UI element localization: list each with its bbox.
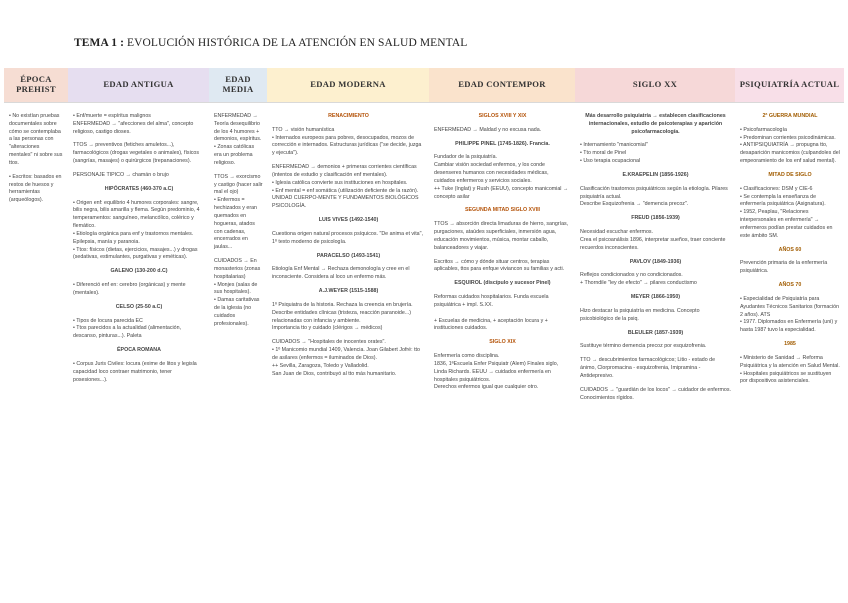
- paragraph: Sustituye término demencia precoz por esquizofrenia.: [580, 343, 707, 350]
- paragraph: ENFERMEDAD → Teoría desequilibrio de los 4 humores + demonios, espíritus. • Zonas católicas era un problema religioso.: [214, 113, 262, 166]
- section-heading: 1985: [784, 341, 796, 348]
- title-prefix: TEMA 1 :: [74, 37, 124, 49]
- header-contemporanea: EDAD CONTEMPOR: [429, 68, 575, 103]
- column-psiquiatria-actual: [735, 103, 844, 603]
- column-contemporanea: [429, 103, 575, 603]
- paragraph: Reflejos condicionados y no condicionados. + Thorndile "ley de efecto" → pilares conductismo: [580, 272, 697, 287]
- paragraph: Hizo destacar la psiquiatría en medicina. Concepto psicobiológico de la psiq.: [580, 307, 700, 322]
- section-heading: PAVLOV (1849-1936): [629, 258, 682, 265]
- section-heading: SEGUNDA MITAD SIGLO XVIII: [464, 207, 541, 214]
- paragraph: • Diferenció enf en: cerebro (orgánicas) y mente (mentales).: [73, 282, 186, 296]
- paragraph: TTO → visión humanística • Internados europeos para pobres, desocupados, mozos de corrección e internados. Estructuras jurídicas ("se decide, juzga y ejecuta").: [272, 126, 422, 157]
- paragraph: Fundador de la psiquiatría. Cambiar visión sociedad enfermos, y los conde desenseres humanos con necesidades médicas, cuidados enfermeros y servicios sociales. ++ Tuke (Inglat) y Rush (EEUU), concepto manicomial → concepto asilar: [434, 154, 569, 200]
- paragraph: Clasificación trastornos psiquiátricos según la etiología. Pilares psiquiatría actual. Describe Esquizofrenia → "demencia precoz".: [580, 185, 728, 208]
- section-heading: PARACELSO (1493-1541): [316, 252, 381, 259]
- title-text: EVOLUCIÓN HISTÓRICA DE LA ATENCIÓN EN SALUD MENTAL: [124, 37, 468, 49]
- section-heading: RENACIMIENTO: [328, 113, 369, 119]
- paragraph: Etiología Enf Mental → Rechaza demonología y cree en el inconsciente. Considera al loco un enfermo más.: [272, 266, 410, 281]
- section-heading: BLEULER (1857-1939): [627, 329, 684, 336]
- column-moderna: [267, 103, 429, 603]
- section-heading: AÑOS 60: [778, 246, 802, 253]
- section-heading: HIPÓCRATES (460-370 a.C): [104, 185, 174, 192]
- section-heading: MEYER (1866-1950): [630, 294, 681, 301]
- paragraph: • Escritos: basados en restos de huesos y herramientas (arqueólogos).: [9, 173, 62, 204]
- paragraph: CUIDADOS → "Hospitales de inocentes orates". • 1º Manicomio mundial 1409, Valencia. Joan Gilabert Jofré: tto de asilares (enfermos = iluminados de Dios). ++ Sevilla, Zaragoza, Toledo y Valladolid. San Juan de Dios, contribuyó al tto más humanitario.: [272, 339, 420, 377]
- paragraph: TTOS → preventivos (fetiches amuletos...), farmacológicos (drogas vegetales o animales), físicos (sangrías, masajes) o quirúrgicos (trepanaciones).: [73, 142, 200, 165]
- paragraph: Reformas cuidados hospitalarios. Funda escuela psiquiátrica + impl. S.XX. + Escuelas de medicina, + aceptación locura y + instituciones cuidados.: [434, 294, 549, 332]
- paragraph: Necesidad escuchar enfermos. Crea el psicoanálisis 1896, interpretar sueños, traer conciente recuerdos inconscientes.: [580, 229, 726, 251]
- header-media: EDAD MEDIA: [209, 68, 267, 103]
- section-heading: GALENO (130-200 d.C): [110, 268, 168, 275]
- paragraph: ENFERMEDAD → demonios + primeras corrientes científicas (intentos de estudio y clasificación enf mentales). • Iglesia católica convierte sus instituciones en hospitales. • Enf mental = enf somática (utilización deficiente de la razón). UNIDAD CUERPO-MENTE Y FUNDAMENTOS BIOLÓGICOS PSICOLOGÍA.: [272, 164, 419, 210]
- section-heading: CELSO (25-50 a.C): [115, 303, 163, 310]
- paragraph: • Especialidad de Psiquiatría para Ayudantes Técnicos Sanitarios (formación 2 años). ATS • 1977. Diplomados en Enfermería (uni) y hasta 1987 tuvo la especialidad.: [740, 295, 840, 334]
- header-moderna: EDAD MODERNA: [267, 68, 429, 103]
- header-siglo-xx: SIGLO XX: [575, 68, 735, 103]
- paragraph: • Internamiento "manicomial" • Tto moral de Pinel • Uso terapia ocupacional: [580, 142, 648, 165]
- timeline-table: [4, 68, 844, 603]
- section-heading: Más desarrollo psiquiatría → establecen clasificaciones internacionales, estudio de psicoterapias y aparición psicofarmacología.: [585, 113, 726, 135]
- section-heading: 2ª GUERRA MUNDIAL: [762, 113, 818, 119]
- paragraph: • Corpus Juris Civiles: locura (exime de litos y legisla capacidad loco contraer matrimonio, tener posesiones...).: [73, 360, 197, 383]
- paragraph: TTOS → exorcismo y castigo (hacer salir mal el ojo) • Enfermos = hechizados y eran quemados en hogueras, atados con cadenas, encerrados en jaulas...: [214, 173, 263, 251]
- paragraph: ENFERMEDAD → Maldad y no excusa nada.: [434, 126, 542, 133]
- section-heading: A.J.WEYER (1515-1588): [318, 288, 379, 295]
- section-heading: PHILIPPE PINEL (1745-1826). Francia.: [455, 140, 550, 147]
- column-media: [209, 103, 267, 603]
- section-heading: SIGLO XIX: [489, 339, 516, 346]
- section-heading: SIGLOS XVIII Y XIX: [478, 113, 527, 119]
- paragraph: • Clasificaciones: DSM y CIE-6 • Se contempla la enseñanza de enfermería psiquiátrica (Asignatura). • 1952, Peaplau, "Relaciones interpersonales en enfermería" → enfermeros podían prestar cuidados en este ámbito SM.: [740, 185, 833, 239]
- column-siglo-xx: [575, 103, 735, 603]
- column-prehist: [4, 103, 68, 603]
- paragraph: • Ministerio de Sanidad → Reforma Psiquiátrica y la atención en Salud Mental. • Hospitales psiquiátricos se sustituyen por dispositivos asistenciales.: [740, 354, 840, 385]
- section-heading: FREUD (1856-1939): [631, 215, 680, 222]
- paragraph: CUIDADOS → "guardián de los locos" → cuidador de enfermos. Conocimientos rígidos.: [580, 386, 731, 401]
- section-heading: MITAD DE SIGLO: [768, 171, 812, 178]
- section-heading: AÑOS 70: [778, 282, 802, 289]
- paragraph: TTO → descubrimientos farmacológicos; Litio - estado de ánimo, Clorpromacina - esquizofrenia, Imipramina - Antidepresivo.: [580, 357, 716, 379]
- header-psiquiatria-actual: PSIQUIATRÍA ACTUAL: [735, 68, 844, 103]
- paragraph: • Psicofarmacología • Predominan corrientes psicodinámicas. • ANTIPSIQUIATRÍA → propugna tto, desaparición manicomios (culpandoles del empeoramiento de los enf salud mental).: [740, 126, 840, 165]
- column-antigua: [68, 103, 209, 603]
- paragraph: CUIDADOS → En monasterios (zonas hospitalarias) • Monjes (salas de sus hospitales). • Damas caritativas de la iglesia (no cuidados profesionales).: [214, 258, 261, 327]
- paragraph: 1º Psiquiatra de la historia. Rechaza la creencia en brujería. Describe entidades clínicas (tristeza, reacción paranoide...) relacionadas con infancia y ambiente. Importancia tto y cuidado (clérigos → médicos): [272, 301, 413, 332]
- section-heading: LUIS VIVES (1492-1540): [318, 217, 379, 224]
- header-prehist: ÉPOCA PREHIST: [4, 68, 68, 103]
- paragraph: TTOS → absorción directa limaduras de hierro, sangrías, purgaciones, ataúdes superficiales, inmersión agua, educación movimientos, música, montar caballo, balanceadores y viajar.: [434, 221, 569, 251]
- page-title: [74, 37, 467, 49]
- paragraph: PERSONAJE TIPICO → chamán o brujo: [73, 171, 169, 178]
- header-antigua: EDAD ANTIGUA: [68, 68, 209, 103]
- paragraph: • Enf/muerte = espíritus malignos ENFERMEDAD → "afecciones del alma", concepto religioso, castigo dioses.: [73, 113, 194, 135]
- section-heading: ESQUIROL (discípulo y sucesor Pinel): [454, 280, 551, 287]
- paragraph: Escritos → cómo y dónde situar centros, terapias aplicables, ttos para enfque viviancon su familias y acti.: [434, 258, 565, 273]
- paragraph: Prevención primaria de la enfermería psiquiátrica.: [740, 260, 828, 275]
- section-heading: E.KRAEPELIN (1856-1926): [622, 171, 689, 178]
- paragraph: Enfermería como disciplina. 1836, 1ªEscuela Enfer Psiquiatr (Alem) Finales siglo, Linda Richards. EEUU → cuidados enfermería en hospitales psiquiátricos. Derechos enfermos igual que cualquier otro.: [434, 353, 559, 391]
- paragraph: Cuestiona origen natural procesos psíquicos. "De anima et vita", 1º texto moderno de psicología.: [272, 230, 423, 245]
- paragraph: • Origen enf: equilibrio 4 humores corporales: sangre, bilis negra, bilis amarilla y flema. Según predominio, 4 temperamentos: sanguíneo, melancólico, colérico y flemático. • Etiología orgánica para enf y trastornos mentales. Epilepsia, manía y paranoia. • Ttos: físicos (dietas, ejercicios, masajes...) y drogas (sedativas, estimulantes, purgativas y eméticas).: [73, 199, 200, 261]
- section-heading: ÉPOCA ROMANA: [117, 347, 161, 354]
- paragraph: • No existían pruebas documentales sobre cómo se contemplaba a las personas con "alteraciones mentales" ni sobre sus ttos.: [9, 113, 63, 166]
- paragraph: • Tipos de locura parecida EC • Ttos parecidos a la actualidad (alimentación, descanso, pinturas...). Paleta: [73, 317, 182, 340]
